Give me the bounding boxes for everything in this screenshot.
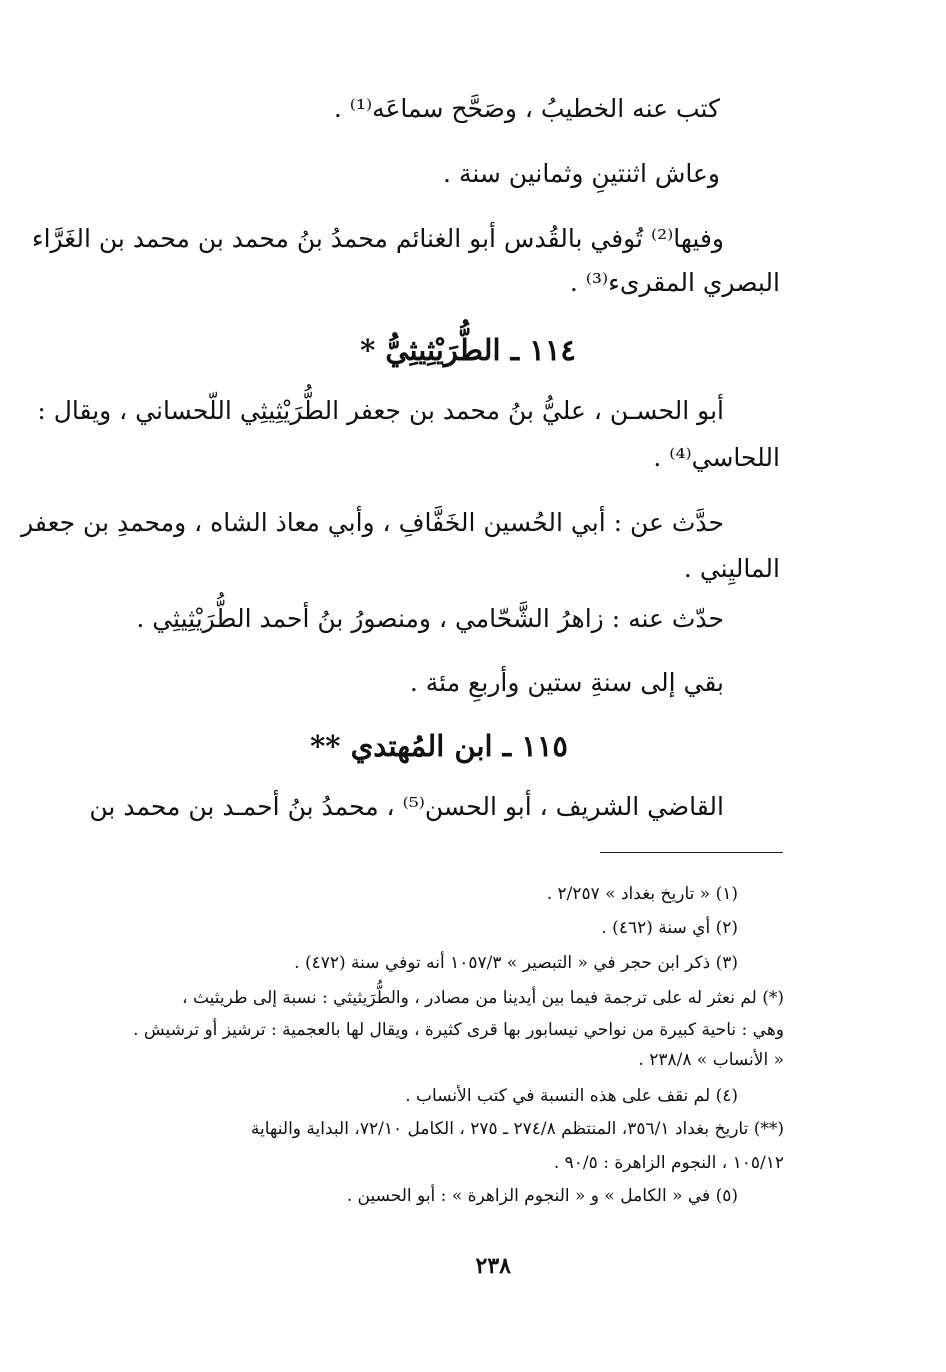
body-line: القاضي الشريف ، أبو الحسن⁽⁵⁾ ، محمدُ بنُ أحمـد بن محمد بن <box>89 792 724 821</box>
body-line: حدَّث عن : أبي الحُسين الخَفَّافِ ، وأبي معاذ الشاه ، ومحمدِ بن جعفر <box>21 508 724 537</box>
body-line: اللحاسي⁽⁴⁾ . <box>653 443 780 472</box>
footnote-line: « الأنساب » ٢٣٨/٨ . <box>638 1050 784 1070</box>
body-line: بقي إلى سنةِ ستين وأربعِ مئة . <box>409 668 724 697</box>
footnote-separator <box>600 852 783 853</box>
footnote-line: (٤) لم نقف على هذه النسبة في كتب الأنساب . <box>405 1086 738 1106</box>
body-line: أبو الحسـن ، عليُّ بنُ محمد بن جعفر الطُّرَيْثِيثِي اللّحساني ، ويقال : <box>37 396 724 425</box>
footnote-line: وهي : ناحية كبيرة من نواحي نيسابور بها قرى كثيرة ، ويقال لها بالعجمية : ترشيز أو ترشيش . <box>133 1020 784 1040</box>
body-line: وفيها⁽²⁾ تُوفي بالقُدس أبو الغنائم محمدُ بنُ محمد بن محمد بن الغَرَّاء <box>31 224 724 253</box>
footnote-line: (٣) ذكر ابن حجر في « التبصير » ١٠٥٧/٣ أنه توفي سنة (٤٧٢) . <box>294 953 738 973</box>
footnote-line: (٥) في « الكامل » و « النجوم الزاهرة » : أبو الحسين . <box>346 1186 738 1206</box>
body-line: البصري المقرىء⁽³⁾ . <box>569 268 780 297</box>
footnote-line: (*) لم نعثر له على ترجمة فيما بين أيدينا من مصادر ، والطُّرَيثيثي : نسبة إلى طريثيث ، <box>182 988 784 1008</box>
footnote-line: (**) تاريخ بغداد ٣٥٦/١، المنتظم ٢٧٤/٨ ـ ٢٧٥ ، الكامل ٧٢/١٠، البداية والنهاية <box>250 1119 784 1139</box>
page-number: ٢٣٨ <box>475 1253 511 1279</box>
footnote-line: (١) « تاريخ بغداد » ٢/٢٥٧ . <box>546 884 738 904</box>
entry-115-heading: ١١٥ ـ ابن المُهتدي ** <box>310 729 568 763</box>
body-line: الماليِني . <box>683 554 780 583</box>
footnote-line: ١٠٥/١٢ ، النجوم الزاهرة : ٩٠/٥ . <box>553 1153 784 1173</box>
entry-114-heading: ١١٤ ـ الطُّرَيْثِيثِيُّ * <box>360 333 576 367</box>
footnote-line: (٢) أي سنة (٤٦٢) . <box>601 918 738 938</box>
body-line: كتب عنه الخطيبُ ، وصَحَّح سماعَه⁽¹⁾ . <box>333 94 720 123</box>
body-line: حدّث عنه : زاهرُ الشَّحّامي ، ومنصورُ بنُ أحمد الطُّرَيْثِيثِي . <box>136 604 724 633</box>
body-line: وعاش اثنتينِ وثمانين سنة . <box>443 159 720 188</box>
